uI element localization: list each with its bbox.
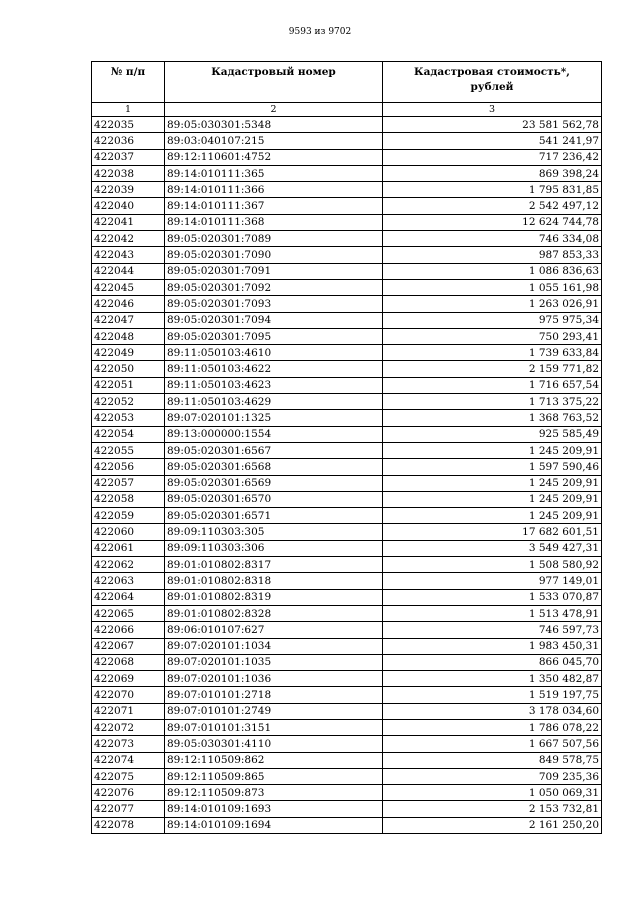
cadastral-value-cell: 541 241,97	[383, 133, 602, 149]
cadastral-number-cell: 89:05:020301:6568	[165, 459, 383, 475]
table-row	[92, 296, 602, 312]
cadastral-value-table	[91, 61, 602, 834]
row-number-cell: 422042	[92, 231, 165, 247]
column-number-3: 3	[383, 103, 602, 117]
cadastral-number-cell: 89:05:030301:4110	[165, 736, 383, 752]
table-row	[92, 605, 602, 621]
row-number-cell: 422070	[92, 687, 165, 703]
row-number-cell: 422061	[92, 540, 165, 556]
cadastral-value-cell: 750 293,41	[383, 328, 602, 344]
row-number-cell: 422048	[92, 328, 165, 344]
table-row	[92, 345, 602, 361]
cadastral-value-cell: 2 542 497,12	[383, 198, 602, 214]
table-row	[92, 687, 602, 703]
cadastral-number-cell: 89:03:040107:215	[165, 133, 383, 149]
table-row	[92, 117, 602, 133]
cadastral-number-cell: 89:05:020301:7092	[165, 279, 383, 295]
table-row	[92, 361, 602, 377]
row-number-cell: 422076	[92, 785, 165, 801]
row-number-cell: 422036	[92, 133, 165, 149]
row-number-cell: 422039	[92, 182, 165, 198]
table-row	[92, 671, 602, 687]
table-row	[92, 752, 602, 768]
row-number-cell: 422040	[92, 198, 165, 214]
cadastral-value-cell: 1 716 657,54	[383, 377, 602, 393]
row-number-cell: 422053	[92, 410, 165, 426]
table-row	[92, 247, 602, 263]
cadastral-number-cell: 89:05:020301:6571	[165, 508, 383, 524]
row-number-cell: 422045	[92, 279, 165, 295]
cadastral-value-cell: 987 853,33	[383, 247, 602, 263]
cadastral-number-cell: 89:05:020301:6569	[165, 475, 383, 491]
row-number-cell: 422037	[92, 149, 165, 165]
cadastral-value-cell: 925 585,49	[383, 426, 602, 442]
column-number-2: 2	[165, 103, 383, 117]
cadastral-number-cell: 89:06:010107:627	[165, 622, 383, 638]
table-row	[92, 491, 602, 507]
row-number-cell: 422072	[92, 719, 165, 735]
cadastral-number-cell: 89:14:010111:368	[165, 214, 383, 230]
table-row	[92, 279, 602, 295]
cadastral-value-cell: 746 597,73	[383, 622, 602, 638]
table-row	[92, 589, 602, 605]
table-row	[92, 214, 602, 230]
page-number-header: 9593 из 9702	[288, 27, 352, 37]
cadastral-number-cell: 89:05:020301:6567	[165, 442, 383, 458]
row-number-cell: 422049	[92, 345, 165, 361]
cadastral-value-cell: 1 050 069,31	[383, 785, 602, 801]
cadastral-value-cell: 2 159 771,82	[383, 361, 602, 377]
row-number-cell: 422047	[92, 312, 165, 328]
row-number-cell: 422056	[92, 459, 165, 475]
cadastral-value-cell: 869 398,24	[383, 165, 602, 181]
cadastral-value-cell: 975 975,34	[383, 312, 602, 328]
cadastral-number-cell: 89:07:010101:2749	[165, 703, 383, 719]
table-row	[92, 182, 602, 198]
cadastral-value-cell: 1 713 375,22	[383, 394, 602, 410]
table-row	[92, 622, 602, 638]
cadastral-value-cell: 12 624 744,78	[383, 214, 602, 230]
table-row	[92, 573, 602, 589]
row-number-cell: 422059	[92, 508, 165, 524]
table-row	[92, 410, 602, 426]
cadastral-value-cell: 3 178 034,60	[383, 703, 602, 719]
cadastral-number-cell: 89:14:010109:1694	[165, 817, 383, 833]
row-number-cell: 422078	[92, 817, 165, 833]
table-row	[92, 165, 602, 181]
table-row	[92, 768, 602, 784]
cadastral-value-cell: 1 508 580,92	[383, 557, 602, 573]
row-number-cell: 422069	[92, 671, 165, 687]
cadastral-number-cell: 89:12:110509:873	[165, 785, 383, 801]
cadastral-number-cell: 89:09:110303:306	[165, 540, 383, 556]
cadastral-value-cell: 2 161 250,20	[383, 817, 602, 833]
row-number-cell: 422046	[92, 296, 165, 312]
table-row	[92, 312, 602, 328]
row-number-cell: 422044	[92, 263, 165, 279]
cadastral-value-cell: 1 519 197,75	[383, 687, 602, 703]
table-row	[92, 442, 602, 458]
table-row	[92, 394, 602, 410]
row-number-cell: 422060	[92, 524, 165, 540]
cadastral-number-cell: 89:05:020301:7090	[165, 247, 383, 263]
cadastral-number-cell: 89:07:020101:1034	[165, 638, 383, 654]
cadastral-number-cell: 89:14:010111:367	[165, 198, 383, 214]
cadastral-value-cell: 1 263 026,91	[383, 296, 602, 312]
table-row	[92, 736, 602, 752]
table-row	[92, 426, 602, 442]
row-number-cell: 422071	[92, 703, 165, 719]
table-row	[92, 133, 602, 149]
cadastral-number-cell: 89:14:010111:365	[165, 165, 383, 181]
cadastral-value-cell: 717 236,42	[383, 149, 602, 165]
table-row	[92, 638, 602, 654]
cadastral-number-cell: 89:05:020301:7094	[165, 312, 383, 328]
cadastral-number-cell: 89:05:020301:6570	[165, 491, 383, 507]
row-number-cell: 422051	[92, 377, 165, 393]
table-row	[92, 785, 602, 801]
table-row	[92, 508, 602, 524]
cadastral-number-cell: 89:05:030301:5348	[165, 117, 383, 133]
cadastral-number-cell: 89:05:020301:7095	[165, 328, 383, 344]
table-row	[92, 328, 602, 344]
cadastral-value-cell: 1 786 078,22	[383, 719, 602, 735]
row-number-cell: 422075	[92, 768, 165, 784]
table-row	[92, 377, 602, 393]
cadastral-number-cell: 89:01:010802:8317	[165, 557, 383, 573]
cadastral-value-cell: 1 350 482,87	[383, 671, 602, 687]
row-number-cell: 422066	[92, 622, 165, 638]
cadastral-value-cell: 2 153 732,81	[383, 801, 602, 817]
cadastral-value-cell: 1 245 209,91	[383, 508, 602, 524]
cadastral-number-cell: 89:01:010802:8319	[165, 589, 383, 605]
row-number-cell: 422055	[92, 442, 165, 458]
cadastral-value-cell: 1 795 831,85	[383, 182, 602, 198]
row-number-cell: 422067	[92, 638, 165, 654]
row-number-cell: 422077	[92, 801, 165, 817]
cadastral-number-cell: 89:11:050103:4629	[165, 394, 383, 410]
row-number-cell: 422043	[92, 247, 165, 263]
cadastral-number-cell: 89:14:010109:1693	[165, 801, 383, 817]
cadastral-number-cell: 89:01:010802:8328	[165, 605, 383, 621]
row-number-cell: 422063	[92, 573, 165, 589]
cadastral-number-cell: 89:05:020301:7089	[165, 231, 383, 247]
cadastral-value-cell: 849 578,75	[383, 752, 602, 768]
column-header-value-line2: рублей	[470, 81, 514, 93]
cadastral-number-cell: 89:11:050103:4622	[165, 361, 383, 377]
column-number-row	[92, 103, 602, 117]
row-number-cell: 422054	[92, 426, 165, 442]
table-row	[92, 198, 602, 214]
cadastral-value-cell: 1 368 763,52	[383, 410, 602, 426]
cadastral-value-cell: 1 983 450,31	[383, 638, 602, 654]
table-row	[92, 149, 602, 165]
column-header-value-line1: Кадастровая стоимость*,	[414, 66, 570, 78]
row-number-cell: 422074	[92, 752, 165, 768]
cadastral-number-cell: 89:07:010101:3151	[165, 719, 383, 735]
cadastral-value-cell: 746 334,08	[383, 231, 602, 247]
column-header-value	[383, 62, 602, 103]
cadastral-value-cell: 866 045,70	[383, 654, 602, 670]
cadastral-number-cell: 89:11:050103:4623	[165, 377, 383, 393]
table-row	[92, 263, 602, 279]
table-row	[92, 557, 602, 573]
cadastral-value-cell: 1 597 590,46	[383, 459, 602, 475]
column-header-num: № п/п	[92, 62, 165, 103]
cadastral-value-cell: 1 245 209,91	[383, 475, 602, 491]
row-number-cell: 422052	[92, 394, 165, 410]
table-row	[92, 703, 602, 719]
cadastral-number-cell: 89:05:020301:7091	[165, 263, 383, 279]
cadastral-value-cell: 1 667 507,56	[383, 736, 602, 752]
row-number-cell: 422041	[92, 214, 165, 230]
cadastral-number-cell: 89:12:110509:862	[165, 752, 383, 768]
row-number-cell: 422057	[92, 475, 165, 491]
cadastral-value-cell: 709 235,36	[383, 768, 602, 784]
cadastral-value-cell: 17 682 601,51	[383, 524, 602, 540]
cadastral-value-cell: 1 533 070,87	[383, 589, 602, 605]
cadastral-value-cell: 3 549 427,31	[383, 540, 602, 556]
column-number-1: 1	[92, 103, 165, 117]
cadastral-number-cell: 89:09:110303:305	[165, 524, 383, 540]
table-body	[92, 117, 602, 834]
cadastral-value-cell: 1 245 209,91	[383, 491, 602, 507]
cadastral-number-cell: 89:01:010802:8318	[165, 573, 383, 589]
row-number-cell: 422065	[92, 605, 165, 621]
column-header-cadastral: Кадастровый номер	[165, 62, 383, 103]
cadastral-number-cell: 89:07:020101:1325	[165, 410, 383, 426]
cadastral-value-cell: 1 245 209,91	[383, 442, 602, 458]
cadastral-number-cell: 89:07:020101:1036	[165, 671, 383, 687]
cadastral-number-cell: 89:13:000000:1554	[165, 426, 383, 442]
cadastral-value-cell: 1 055 161,98	[383, 279, 602, 295]
row-number-cell: 422064	[92, 589, 165, 605]
table-row	[92, 719, 602, 735]
row-number-cell: 422062	[92, 557, 165, 573]
table-row	[92, 231, 602, 247]
cadastral-number-cell: 89:11:050103:4610	[165, 345, 383, 361]
row-number-cell: 422068	[92, 654, 165, 670]
table-row	[92, 654, 602, 670]
row-number-cell: 422050	[92, 361, 165, 377]
cadastral-value-cell: 977 149,01	[383, 573, 602, 589]
cadastral-value-cell: 1 739 633,84	[383, 345, 602, 361]
cadastral-value-cell: 23 581 562,78	[383, 117, 602, 133]
cadastral-number-cell: 89:05:020301:7093	[165, 296, 383, 312]
row-number-cell: 422038	[92, 165, 165, 181]
table-row	[92, 540, 602, 556]
row-number-cell: 422073	[92, 736, 165, 752]
cadastral-number-cell: 89:07:020101:1035	[165, 654, 383, 670]
table-header-row	[92, 62, 602, 103]
cadastral-number-cell: 89:12:110509:865	[165, 768, 383, 784]
cadastral-number-cell: 89:12:110601:4752	[165, 149, 383, 165]
table-row	[92, 459, 602, 475]
table-row	[92, 475, 602, 491]
row-number-cell: 422035	[92, 117, 165, 133]
cadastral-number-cell: 89:14:010111:366	[165, 182, 383, 198]
cadastral-value-cell: 1 513 478,91	[383, 605, 602, 621]
table-row	[92, 801, 602, 817]
cadastral-number-cell: 89:07:010101:2718	[165, 687, 383, 703]
table-row	[92, 524, 602, 540]
cadastral-value-cell: 1 086 836,63	[383, 263, 602, 279]
row-number-cell: 422058	[92, 491, 165, 507]
table-row	[92, 817, 602, 833]
